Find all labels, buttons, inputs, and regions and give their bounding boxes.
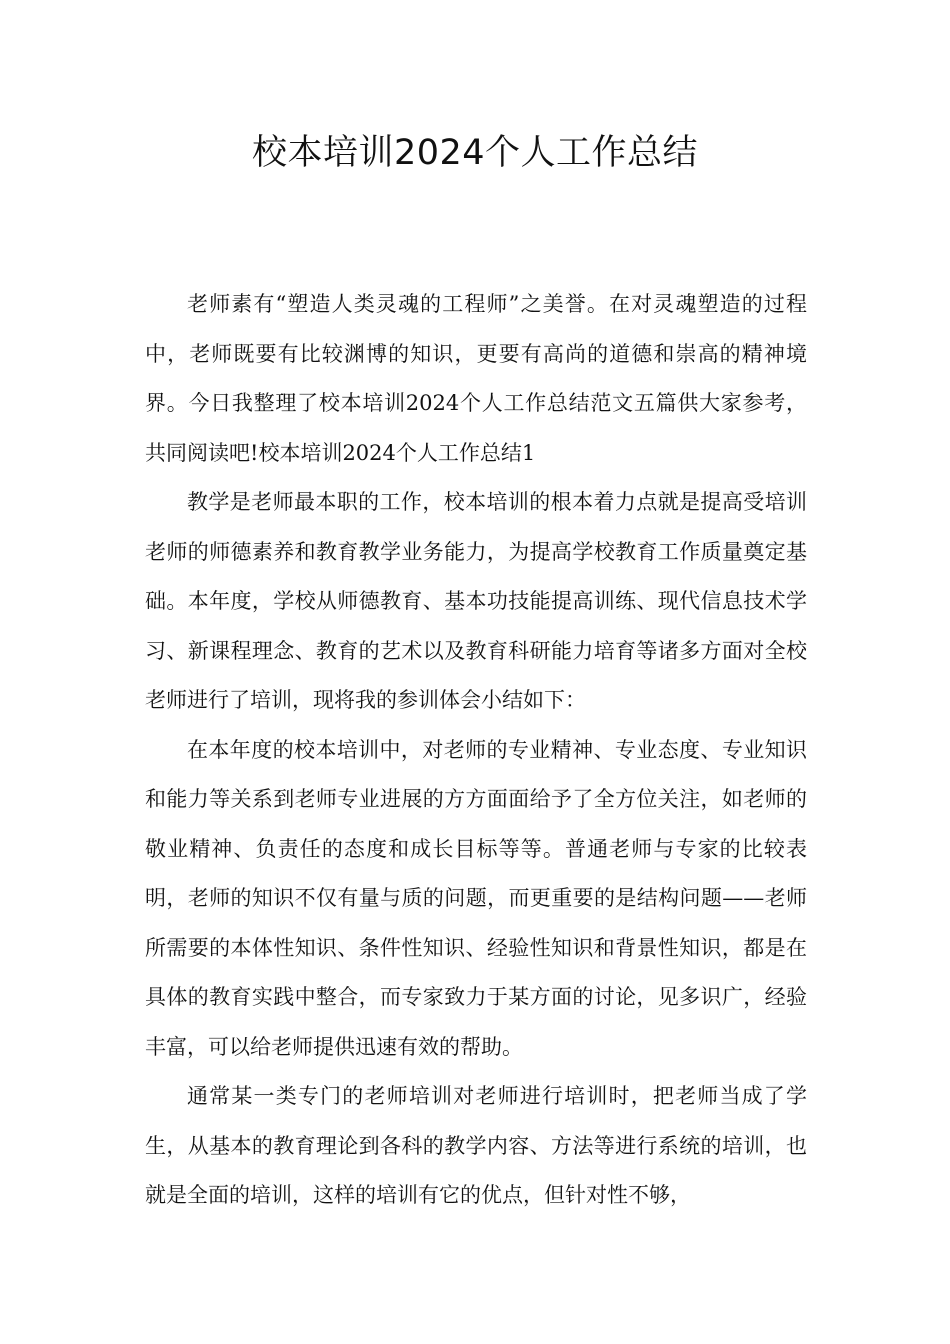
paragraph-professional-development: 在本年度的校本培训中，对老师的专业精神、专业态度、专业知识和能力等关系到老师专业进展的方方面面给予了全方位关注，如老师的敬业精神、负责任的态度和成长目标等等。普通老师与专家的比较表明，老师的知识不仅有量与质的问题，而更重要的是结构问题——老师所需要的本体性知识、条件性知识、经验性知识和背景性知识，都是在具体的教育实践中整合，而专家致力于某方面的讨论，见多识广，经验丰富，可以给老师提供迅速有效的帮助。: [145, 737, 807, 1059]
document-title: 校本培训2024个人工作总结: [251, 133, 699, 173]
paragraph-training-approach: 通常某一类专门的老师培训对老师进行培训时，把老师当成了学生，从基本的教育理论到各科的教学内容、方法等进行系统的培训，也就是全面的培训，这样的培训有它的优点，但针对性不够，: [145, 1084, 807, 1207]
paragraph-teaching-duty: 教学是老师最本职的工作，校本培训的根本着力点就是提高受培训老师的师德素养和教育教学业务能力，为提高学校教育工作质量奠定基础。本年度，学校从师德教育、基本功技能提高训练、现代信息技术学习、新课程理念、教育的艺术以及教育科研能力培育等诸多方面对全校老师进行了培训，现将我的参训体会小结如下：: [145, 490, 807, 712]
paragraph-intro: 老师素有“塑造人类灵魂的工程师”之美誉。在对灵魂塑造的过程中，老师既要有比较渊博的知识，更要有高尚的道德和崇高的精神境界。今日我整理了校本培训2024个人工作总结范文五篇供大家参考，共同阅读吧!校本培训2024个人工作总结1: [145, 292, 807, 465]
document-body: [145, 280, 807, 1221]
